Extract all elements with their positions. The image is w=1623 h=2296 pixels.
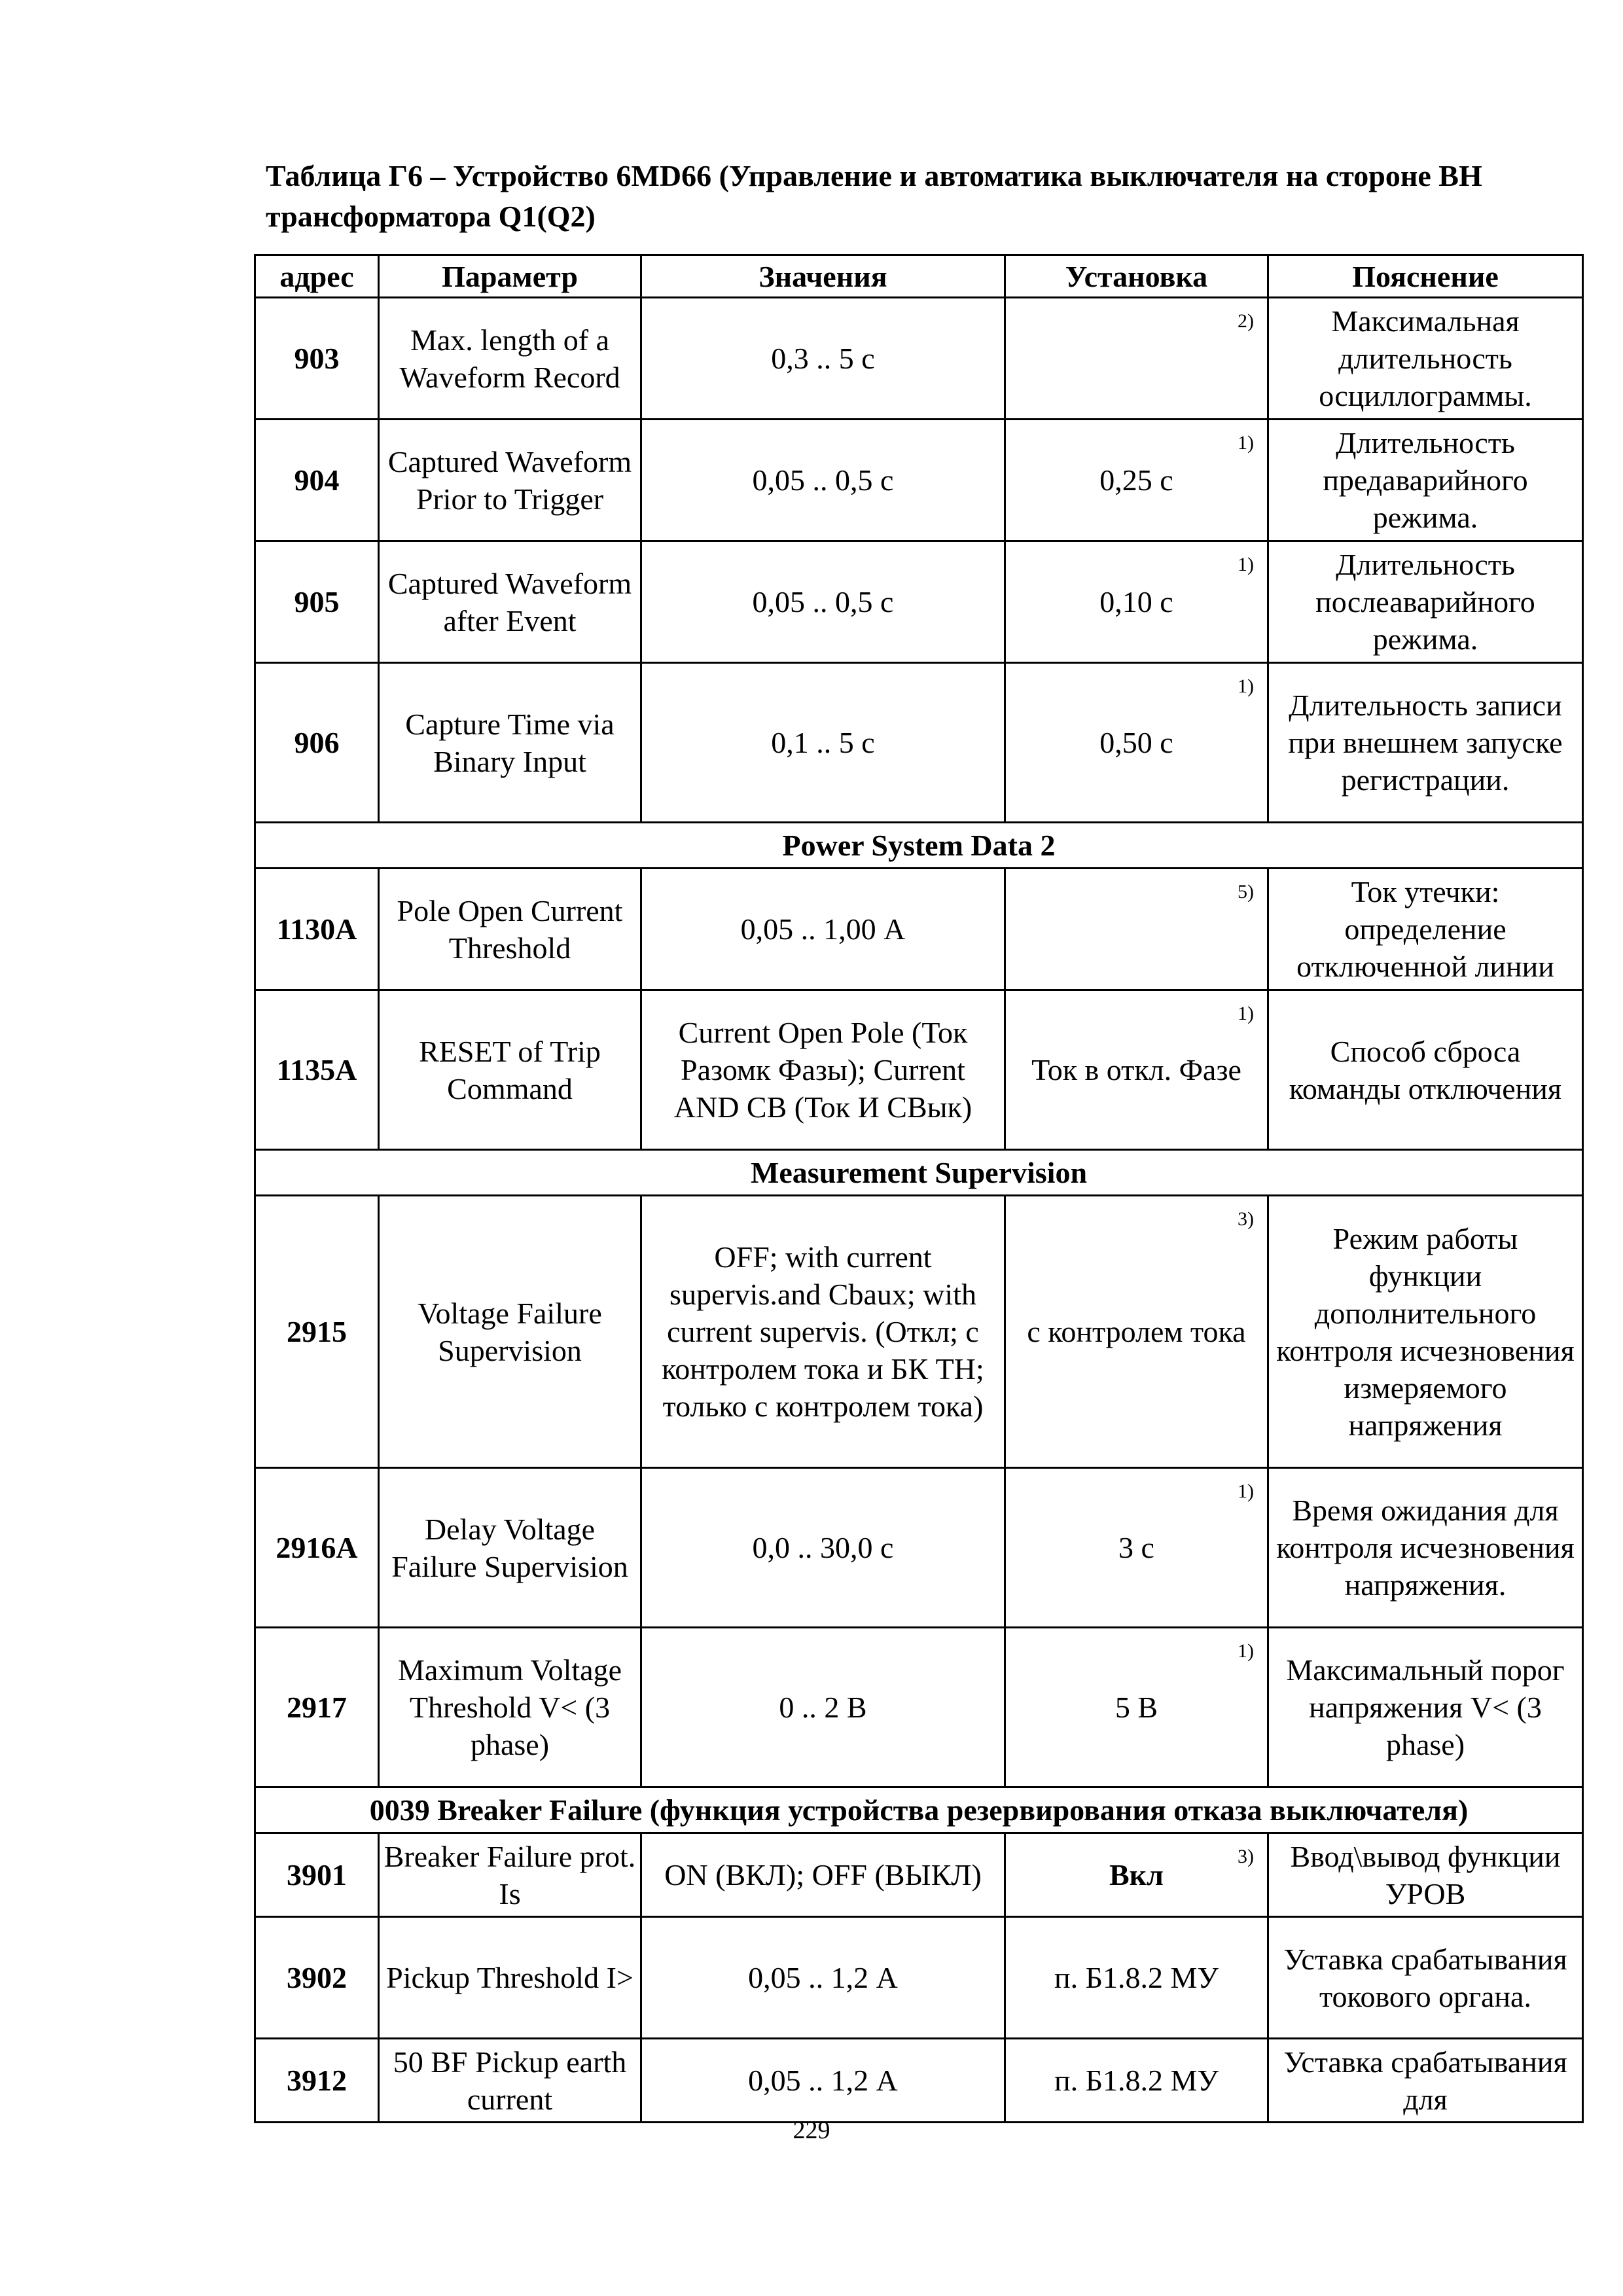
explanation-cell: Уставка срабатывания токового органа.: [1268, 1917, 1583, 2039]
setting-value: Вкл: [1109, 1858, 1164, 1892]
setting-cell: [1005, 420, 1268, 541]
settings-table: [254, 254, 1584, 2123]
setting-value: с контролем тока: [1027, 1315, 1246, 1348]
explanation-cell: Время ожидания для контроля исчезновения напряжения.: [1268, 1468, 1583, 1628]
setting-cell: [1005, 2039, 1268, 2123]
values-cell: 0,05 .. 0,5 с: [641, 420, 1005, 541]
table-row: [255, 663, 1583, 823]
address-cell: 3912: [255, 2039, 379, 2123]
setting-cell: [1005, 541, 1268, 663]
setting-value: 5 В: [1115, 1691, 1158, 1724]
table-row: [255, 1196, 1583, 1468]
address-cell: 905: [255, 541, 379, 663]
parameter-cell: Captured Waveform Prior to Trigger: [379, 420, 641, 541]
address-cell: 904: [255, 420, 379, 541]
values-cell: 0,1 .. 5 с: [641, 663, 1005, 823]
header-address: адрес: [255, 255, 379, 298]
header-explanation: Пояснение: [1268, 255, 1583, 298]
footnote-mark: 2): [1238, 310, 1254, 332]
header-values: Значения: [641, 255, 1005, 298]
table-header-row: [255, 255, 1583, 298]
table-row: [255, 541, 1583, 663]
parameter-cell: Pickup Threshold I>: [379, 1917, 641, 2039]
table-row: [255, 2039, 1583, 2123]
values-cell: 0,05 .. 1,2 А: [641, 2039, 1005, 2123]
parameter-cell: Capture Time via Binary Input: [379, 663, 641, 823]
parameter-cell: 50 BF Pickup earth current: [379, 2039, 641, 2123]
setting-cell: [1005, 663, 1268, 823]
values-cell: ON (ВКЛ); OFF (ВЫКЛ): [641, 1833, 1005, 1917]
setting-value: п. Б1.8.2 МУ: [1054, 2064, 1219, 2097]
values-cell: 0,05 .. 1,2 А: [641, 1917, 1005, 2039]
values-cell: 0,05 .. 1,00 А: [641, 869, 1005, 990]
address-cell: 2915: [255, 1196, 379, 1468]
table-row: [255, 298, 1583, 420]
address-cell: 1130A: [255, 869, 379, 990]
setting-value: п. Б1.8.2 МУ: [1054, 1961, 1219, 1994]
parameter-cell: RESET of Trip Command: [379, 990, 641, 1150]
explanation-cell: Режим работы функции дополнительного контроля исчезновения измеряемого напряжения: [1268, 1196, 1583, 1468]
parameter-cell: Max. length of a Waveform Record: [379, 298, 641, 420]
setting-cell: [1005, 1468, 1268, 1628]
header-parameter: Параметр: [379, 255, 641, 298]
setting-value: 0,50 с: [1099, 726, 1173, 759]
page-title: Таблица Г6 – Устройство 6MD66 (Управление и автоматика выключателя на стороне ВН трансформатора Q1(Q2): [266, 159, 1482, 233]
explanation-cell: Ток утечки: определение отключенной линии: [1268, 869, 1583, 990]
table-row: [255, 990, 1583, 1150]
address-cell: 2917: [255, 1628, 379, 1787]
section-row: [255, 823, 1583, 869]
table-row: [255, 869, 1583, 990]
table-row: [255, 420, 1583, 541]
explanation-cell: Уставка срабатывания для: [1268, 2039, 1583, 2123]
address-cell: 1135A: [255, 990, 379, 1150]
setting-cell: [1005, 869, 1268, 990]
values-cell: 0,3 .. 5 с: [641, 298, 1005, 420]
address-cell: 906: [255, 663, 379, 823]
values-cell: 0,05 .. 0,5 с: [641, 541, 1005, 663]
address-cell: 3901: [255, 1833, 379, 1917]
explanation-cell: Максимальная длительность осциллограммы.: [1268, 298, 1583, 420]
parameter-cell: Voltage Failure Supervision: [379, 1196, 641, 1468]
address-cell: 2916A: [255, 1468, 379, 1628]
explanation-cell: Ввод\вывод функции УРОВ: [1268, 1833, 1583, 1917]
parameter-cell: Breaker Failure prot. Is: [379, 1833, 641, 1917]
footnote-mark: 1): [1238, 675, 1254, 697]
setting-cell: [1005, 1833, 1268, 1917]
table-row: [255, 1628, 1583, 1787]
explanation-cell: Длительность послеаварийного режима.: [1268, 541, 1583, 663]
setting-value: 0,10 с: [1099, 585, 1173, 619]
explanation-cell: Максимальный порог напряжения V< (3 phase): [1268, 1628, 1583, 1787]
footnote-mark: 1): [1238, 1480, 1254, 1502]
footnote-mark: 5): [1238, 881, 1254, 903]
table-row: [255, 1917, 1583, 2039]
footnote-mark: 1): [1238, 432, 1254, 454]
setting-cell: [1005, 1628, 1268, 1787]
section-heading: Power System Data 2: [255, 823, 1583, 869]
address-cell: 3902: [255, 1917, 379, 2039]
footnote-mark: 3): [1238, 1208, 1254, 1230]
parameter-cell: Captured Waveform after Event: [379, 541, 641, 663]
section-heading: Measurement Supervision: [255, 1150, 1583, 1196]
table-row: [255, 1468, 1583, 1628]
setting-value: 0,25 с: [1099, 463, 1173, 497]
footnote-mark: 3): [1238, 1846, 1254, 1867]
section-row: [255, 1787, 1583, 1833]
setting-value: 3 с: [1118, 1531, 1154, 1564]
address-cell: 903: [255, 298, 379, 420]
footnote-mark: 1): [1238, 1003, 1254, 1024]
parameter-cell: Pole Open Current Threshold: [379, 869, 641, 990]
values-cell: 0,0 .. 30,0 с: [641, 1468, 1005, 1628]
setting-cell: [1005, 990, 1268, 1150]
setting-cell: [1005, 298, 1268, 420]
setting-value: Ток в откл. Фазе: [1031, 1053, 1241, 1086]
footnote-mark: 1): [1238, 554, 1254, 575]
section-row: [255, 1150, 1583, 1196]
table-row: [255, 1833, 1583, 1917]
values-cell: 0 .. 2 В: [641, 1628, 1005, 1787]
values-cell: Current Open Pole (Ток Разомк Фазы); Current AND CB (Ток И СВык): [641, 990, 1005, 1150]
explanation-cell: Длительность записи при внешнем запуске регистрации.: [1268, 663, 1583, 823]
section-heading: 0039 Breaker Failure (функция устройства резервирования отказа выключателя): [255, 1787, 1583, 1833]
setting-cell: [1005, 1196, 1268, 1468]
footnote-mark: 1): [1238, 1640, 1254, 1662]
explanation-cell: Способ сброса команды отключения: [1268, 990, 1583, 1150]
setting-cell: [1005, 1917, 1268, 2039]
values-cell: OFF; with current supervis.and Cbaux; with current supervis. (Откл; с контролем тока и БК ТН; только с контролем тока): [641, 1196, 1005, 1468]
page-number: 229: [793, 2117, 830, 2144]
header-setting: Установка: [1005, 255, 1268, 298]
explanation-cell: Длительность предаварийного режима.: [1268, 420, 1583, 541]
parameter-cell: Maximum Voltage Threshold V< (3 phase): [379, 1628, 641, 1787]
parameter-cell: Delay Voltage Failure Supervision: [379, 1468, 641, 1628]
